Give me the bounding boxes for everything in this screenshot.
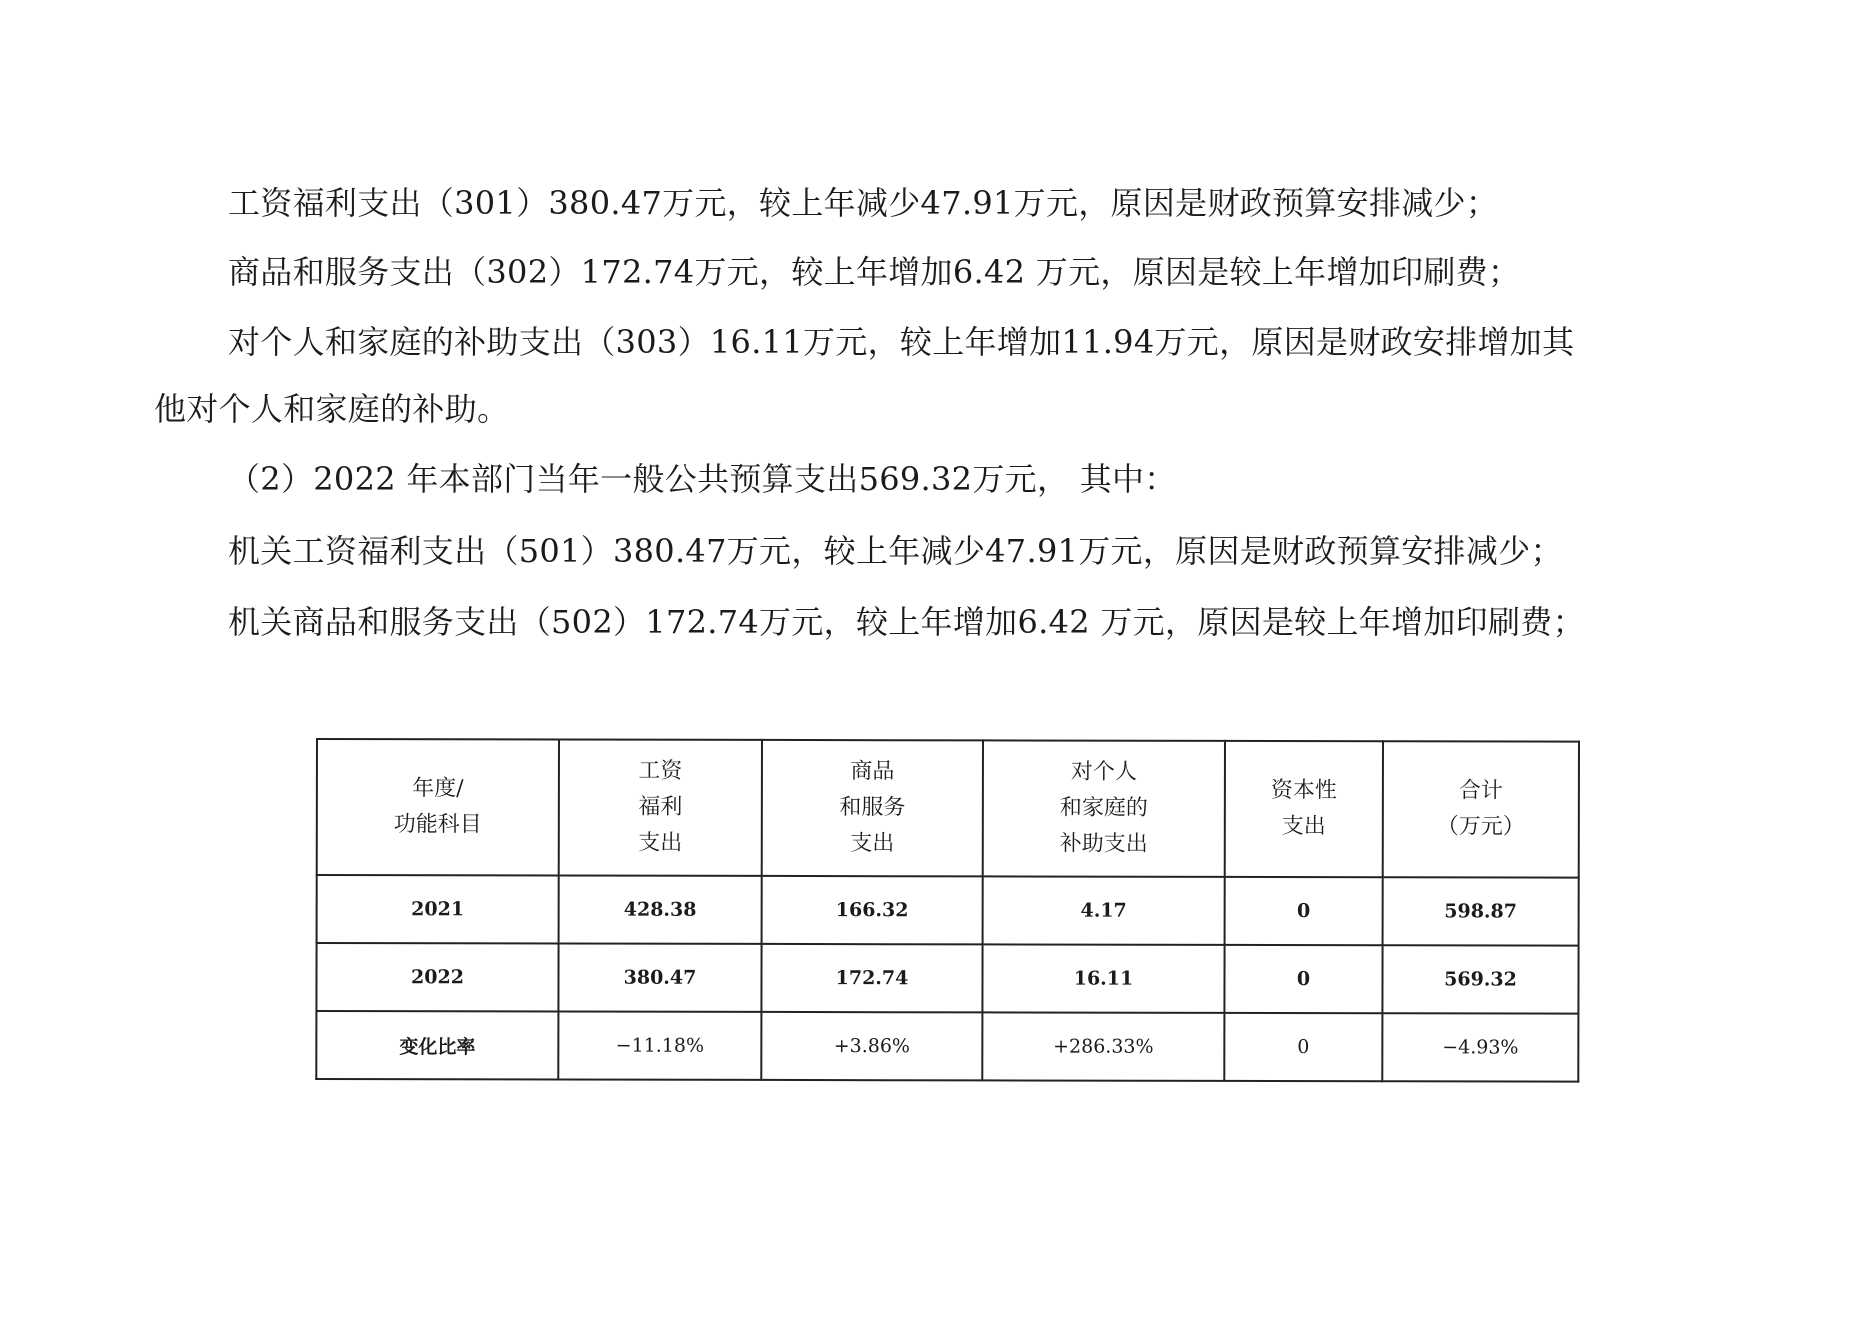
cell-goods-services-rate: +3.86% [761,1012,982,1080]
cell-wage-welfare: 380.47 [558,944,761,1012]
cell-household-subsidy-rate: +286.33% [982,1012,1224,1081]
header-total: 合计 （万元） [1383,741,1579,877]
paragraph-goods-services-302: 商品和服务支出（302）172.74万元，较上年增加6.42 万元，原因是较上年增加印刷费； [228,253,1521,291]
cell-wage-welfare-rate: −11.18% [558,1012,761,1080]
cell-capital: 0 [1225,877,1383,945]
cell-wage-welfare: 428.38 [559,876,762,944]
paragraph-household-subsidy-303: 对个人和家庭的补助支出（303）16.11万元，较上年增加11.94万元，原因是财政安排增加其 [228,323,1575,361]
header-household-subsidy: 对个人 和家庭的 补助支出 [983,740,1225,877]
header-goods-services: 商品 和服务 支出 [762,740,983,876]
expenditure-comparison-table [315,738,1580,1083]
paragraph-agency-goods-services-502: 机关商品和服务支出（502）172.74万元，较上年增加6.42 万元，原因是较上年增加印刷费； [228,603,1585,641]
table-header-row [317,739,1579,878]
table-row-2021 [317,875,1579,946]
cell-total: 598.87 [1383,877,1579,945]
cell-capital: 0 [1224,945,1382,1013]
cell-total-rate: −4.93% [1382,1013,1578,1081]
cell-row-label: 变化比率 [316,1011,558,1080]
table-row-2022 [316,943,1578,1014]
cell-total: 569.32 [1382,945,1578,1013]
header-wage-welfare: 工资 福利 支出 [559,740,762,876]
paragraph-household-subsidy-continued: 他对个人和家庭的补助。 [154,390,510,428]
cell-household-subsidy: 16.11 [982,944,1224,1013]
paragraph-2022-budget-summary: （2）2022 年本部门当年一般公共预算支出569.32万元， 其中： [228,460,1177,498]
cell-goods-services: 172.74 [761,944,982,1012]
cell-household-subsidy: 4.17 [983,876,1225,945]
paragraph-agency-wage-welfare-501: 机关工资福利支出（501）380.47万元，较上年减少47.91万元，原因是财政预算安排减少； [228,532,1563,570]
header-year-category: 年度/ 功能科目 [317,739,559,876]
header-capital-expenditure: 资本性 支出 [1225,741,1383,877]
cell-year: 2021 [317,875,559,944]
expenditure-table-wrapper [315,738,1578,1081]
cell-capital-rate: 0 [1224,1013,1382,1081]
cell-goods-services: 166.32 [762,876,983,944]
paragraph-wage-welfare-301: 工资福利支出（301）380.47万元，较上年减少47.91万元，原因是财政预算安排减少； [228,184,1499,222]
cell-year: 2022 [316,943,558,1012]
table-row-change-rate [316,1011,1578,1082]
